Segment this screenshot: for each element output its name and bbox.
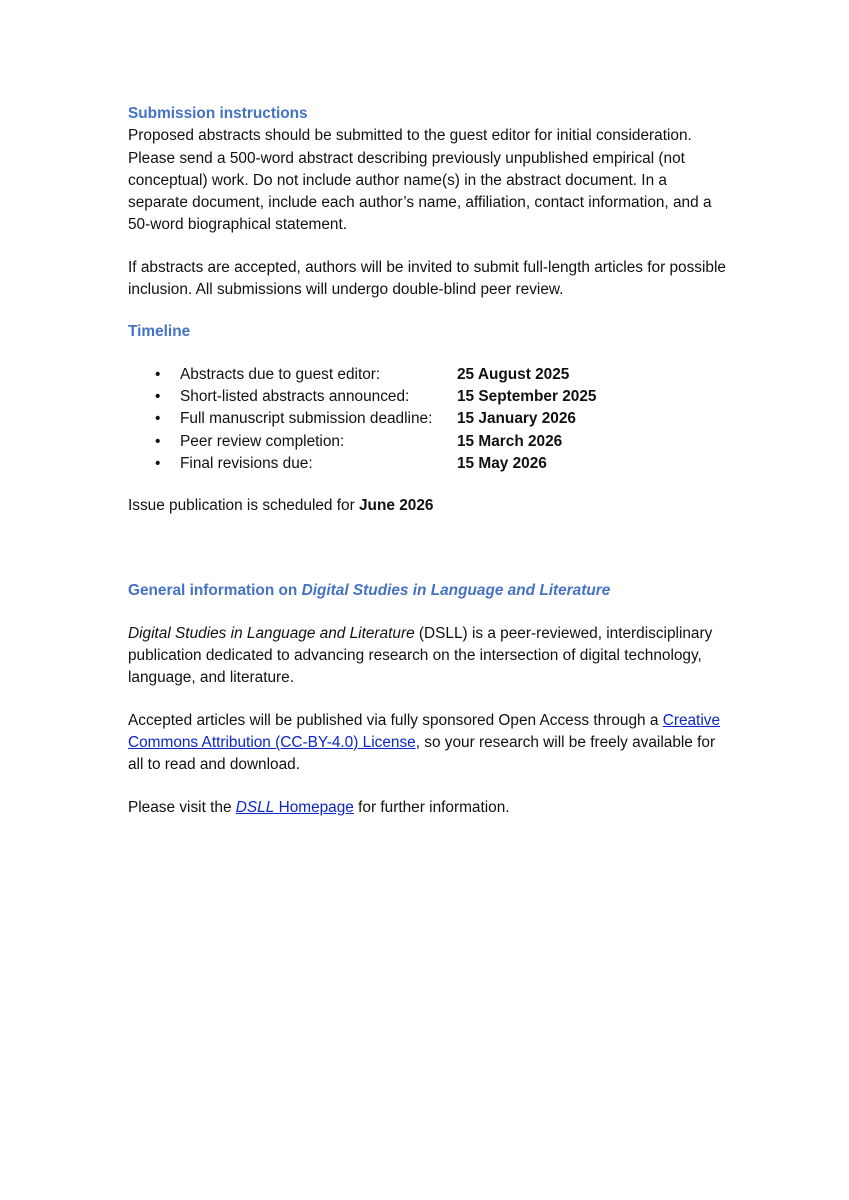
timeline-label: Peer review completion:: [180, 432, 345, 450]
submission-paragraph-1: Proposed abstracts should be submitted to the guest editor for initial consideration. Please send a 500-word abstract describing previously unpublished empirical (not conceptual) work. Do not include author name(s) in the abstract document. In a separate document, include each author’s name, affiliation, contact information, and a 50-word biographical statement.: [128, 127, 712, 234]
dsll-homepage-link[interactable]: [236, 799, 354, 816]
general-info-heading: [128, 580, 728, 602]
journal-title-inline: Digital Studies in Language and Literature: [128, 624, 415, 642]
general-paragraph-1: [128, 623, 728, 690]
bullet-icon: •: [155, 454, 161, 472]
bullet-icon: •: [155, 387, 161, 405]
publication-date: June 2026: [359, 497, 434, 515]
timeline-item: [128, 364, 728, 386]
general-p2-prefix: Accepted articles will be published via fully sponsored Open Access through a: [128, 711, 663, 729]
general-p3-suffix: for further information.: [353, 798, 510, 816]
timeline-date: 15 March 2026: [457, 432, 563, 450]
submission-heading: Submission instructions: [128, 105, 308, 122]
timeline-item: [128, 386, 728, 408]
publication-schedule: [128, 495, 728, 517]
timeline-date: 15 January 2026: [457, 410, 576, 428]
cc-license-link[interactable]: Creative Commons Attribution (CC-BY-4.0) License: [128, 711, 721, 751]
timeline-item: [128, 431, 728, 453]
publication-prefix: Issue publication is scheduled for: [128, 497, 359, 515]
general-p3-prefix: Please visit the: [128, 798, 236, 816]
general-paragraph-2: [128, 710, 728, 777]
timeline-heading: Timeline: [128, 323, 191, 341]
timeline-list: [128, 364, 728, 475]
timeline-date: 15 September 2025: [457, 387, 597, 405]
bullet-icon: •: [155, 365, 161, 383]
timeline-label: Short-listed abstracts announced:: [180, 387, 410, 405]
dsll-link-text: Homepage: [274, 798, 354, 816]
timeline-date: 15 May 2026: [457, 454, 547, 472]
document-content: [128, 103, 728, 819]
bullet-icon: •: [155, 432, 161, 450]
general-heading-prefix: General information on: [128, 582, 302, 600]
timeline-label: Abstracts due to guest editor:: [180, 365, 381, 383]
general-p1-text: (DSLL) is a peer-reviewed, interdisciplinary publication dedicated to advancing research on the intersection of digital technology, language, and literature.: [128, 624, 713, 687]
bullet-icon: •: [155, 410, 161, 428]
journal-title: Digital Studies in Language and Literature: [301, 582, 611, 600]
timeline-date: 25 August 2025: [457, 365, 570, 383]
timeline-item: [128, 453, 728, 475]
submission-paragraph-2: If abstracts are accepted, authors will be invited to submit full-length articles for possible inclusion. All submissions will undergo double-blind peer review.: [128, 258, 726, 299]
timeline-label: Full manuscript submission deadline:: [180, 410, 433, 428]
general-p2-suffix: , so your research will be freely available for all to read and download.: [128, 733, 716, 774]
general-paragraph-3: [128, 797, 728, 819]
dsll-link-abbrev: DSLL: [235, 798, 275, 816]
timeline-item: [128, 408, 728, 430]
timeline-label: Final revisions due:: [180, 454, 313, 472]
